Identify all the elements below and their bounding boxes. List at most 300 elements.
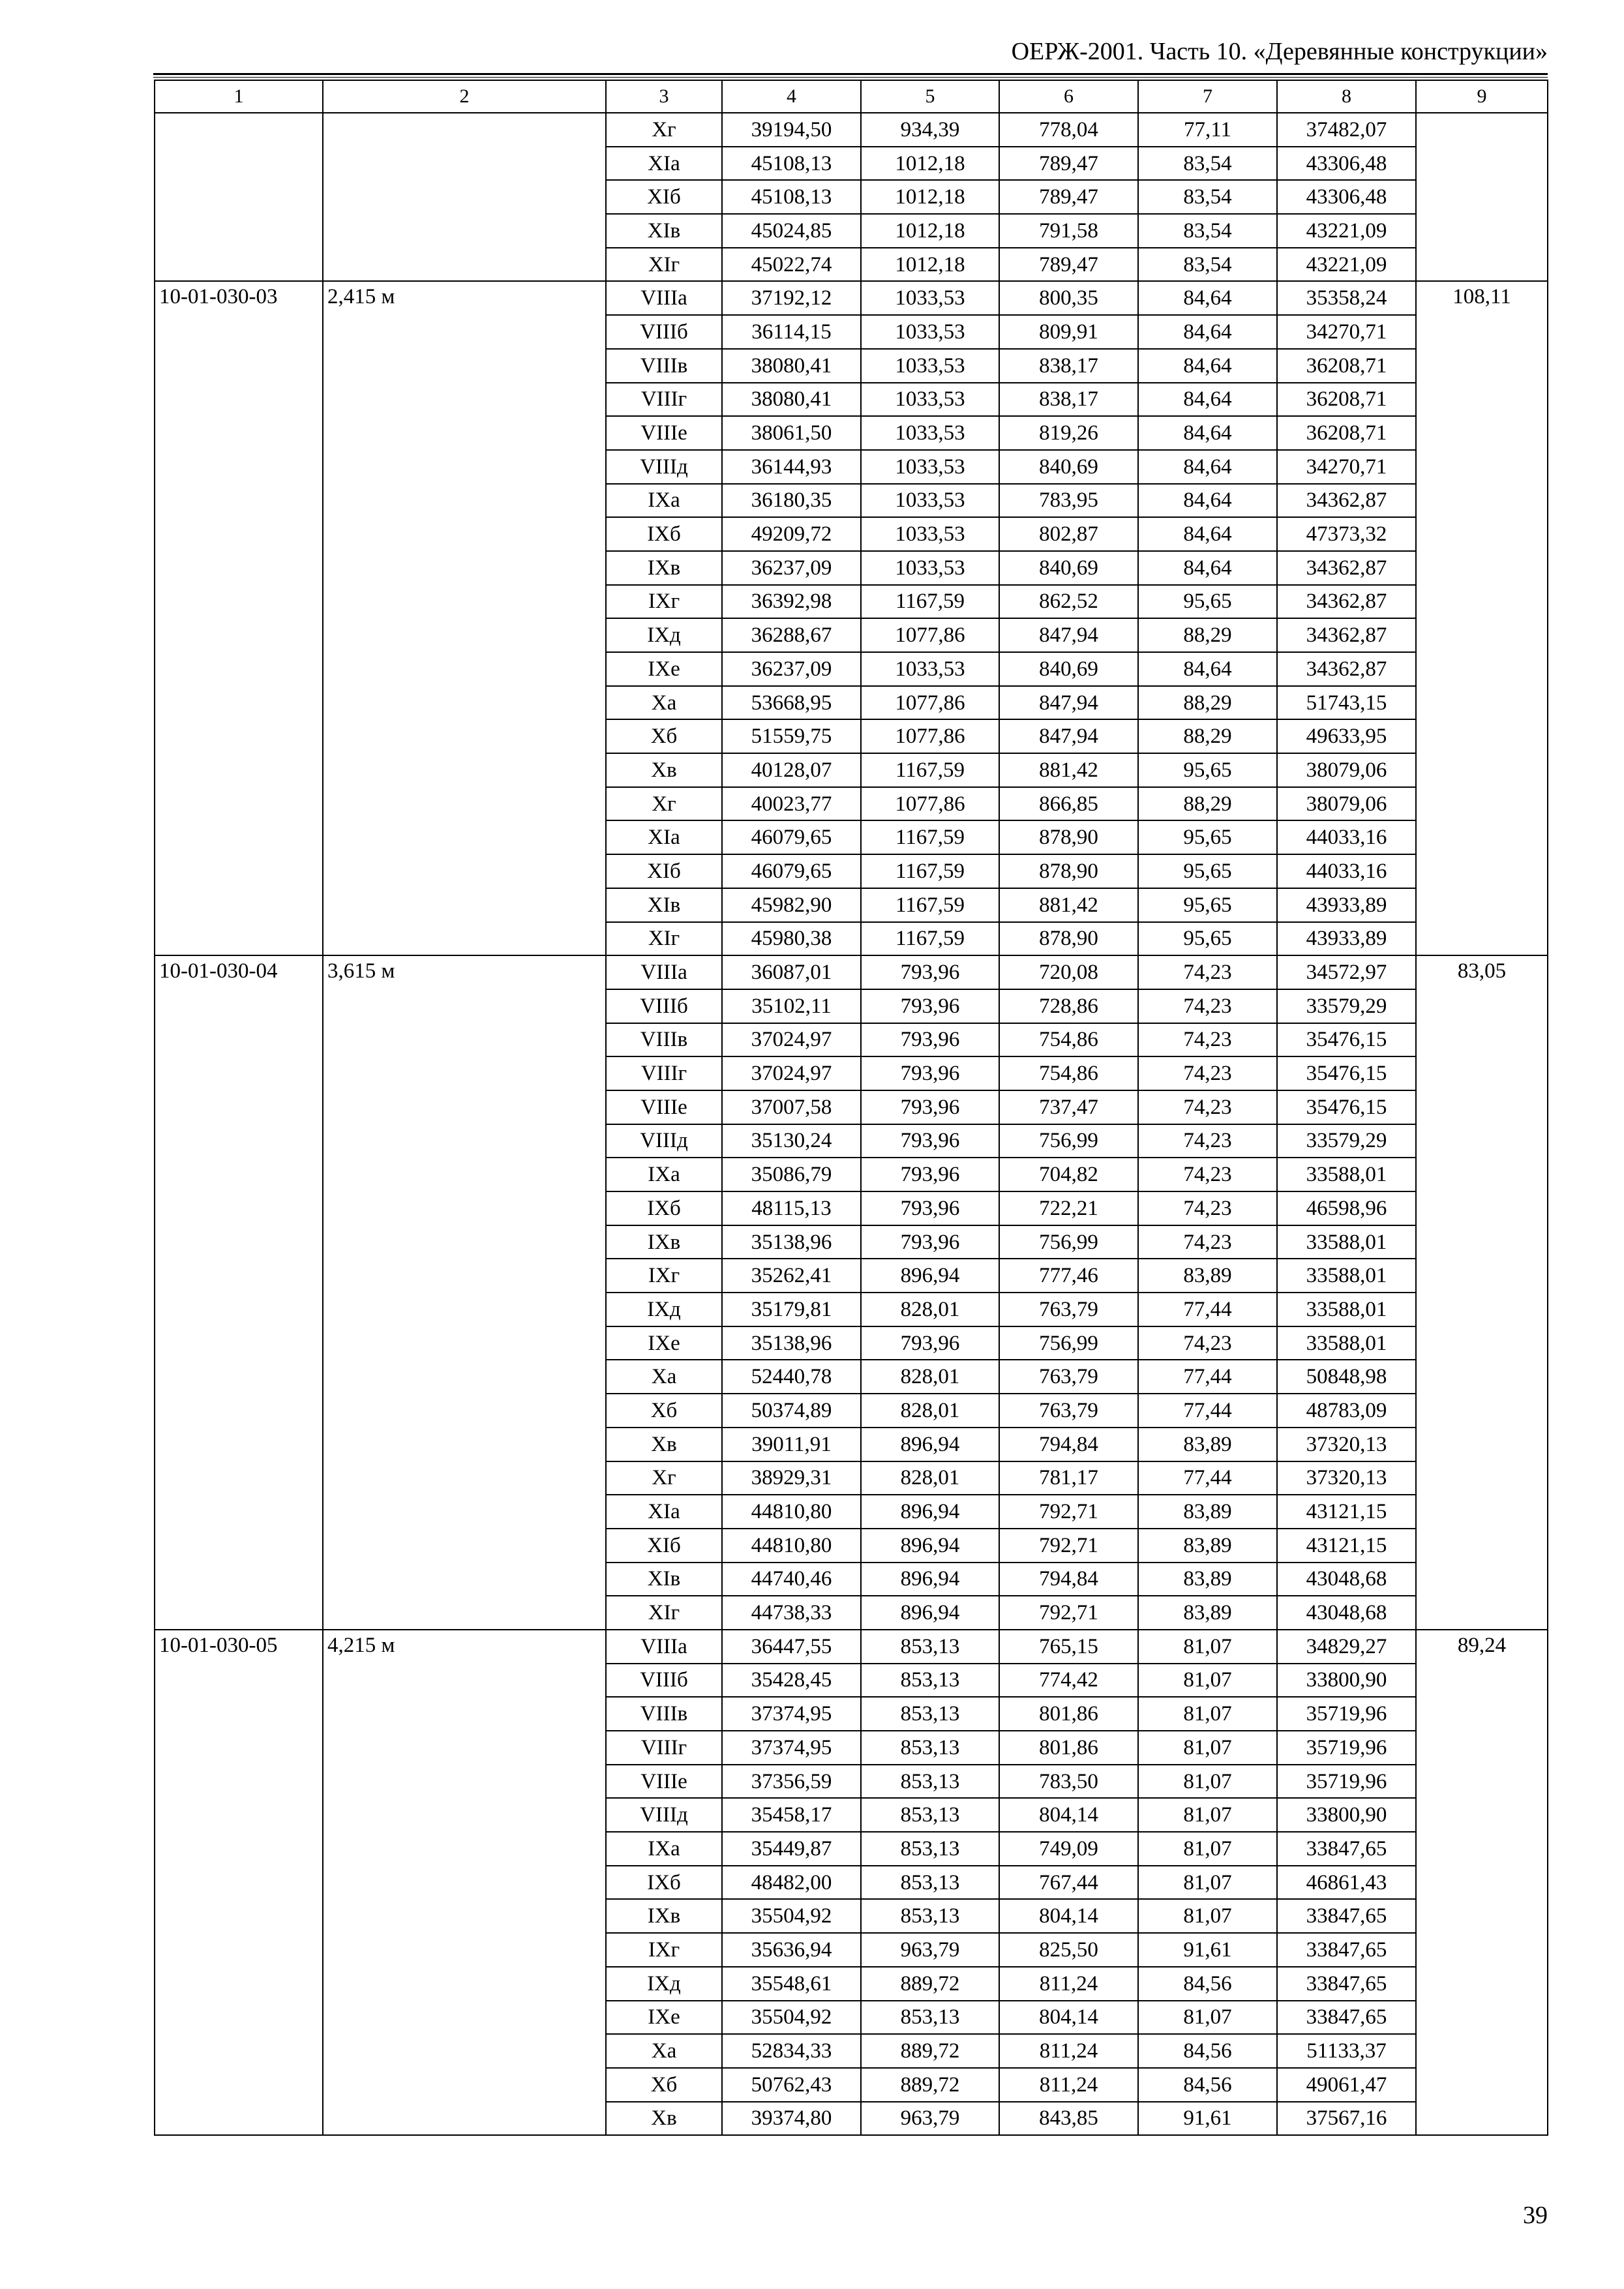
value-cell: 1033,53: [861, 383, 999, 417]
value-cell: 91,61: [1138, 2102, 1277, 2136]
value-cell: 83,89: [1138, 1596, 1277, 1630]
value-cell: 1077,86: [861, 686, 999, 720]
value-cell: 756,99: [999, 1225, 1138, 1259]
zone-cell: Xв: [606, 753, 722, 787]
value-cell: 84,64: [1138, 551, 1277, 585]
value-cell: 83,89: [1138, 1529, 1277, 1563]
value-cell: 793,96: [861, 1191, 999, 1225]
value-cell: 74,23: [1138, 1158, 1277, 1191]
value-cell: 39194,50: [722, 113, 861, 147]
value-cell: 74,23: [1138, 989, 1277, 1023]
col9-cell: [1416, 113, 1548, 281]
value-cell: 1077,86: [861, 719, 999, 753]
value-cell: 39011,91: [722, 1428, 861, 1461]
height-cell: [323, 113, 606, 281]
value-cell: 866,85: [999, 787, 1138, 821]
value-cell: 81,07: [1138, 1731, 1277, 1765]
value-cell: 793,96: [861, 1326, 999, 1360]
value-cell: 1167,59: [861, 854, 999, 888]
value-cell: 35719,96: [1277, 1697, 1416, 1731]
value-cell: 84,64: [1138, 416, 1277, 450]
value-cell: 853,13: [861, 1866, 999, 1900]
value-cell: 43121,15: [1277, 1495, 1416, 1529]
zone-cell: Xв: [606, 2102, 722, 2136]
value-cell: 722,21: [999, 1191, 1138, 1225]
value-cell: 45022,74: [722, 248, 861, 282]
value-cell: 754,86: [999, 1023, 1138, 1057]
table-row: [155, 1630, 1548, 1664]
value-cell: 51559,75: [722, 719, 861, 753]
zone-cell: VIIIа: [606, 955, 722, 989]
value-cell: 34362,87: [1277, 652, 1416, 686]
value-cell: 45108,13: [722, 147, 861, 181]
zone-cell: VIIIв: [606, 349, 722, 383]
zone-cell: XIв: [606, 888, 722, 922]
column-number: 7: [1138, 80, 1277, 113]
value-cell: 44810,80: [722, 1495, 861, 1529]
value-cell: 46861,43: [1277, 1866, 1416, 1900]
value-cell: 83,54: [1138, 248, 1277, 282]
zone-cell: Xг: [606, 1461, 722, 1495]
value-cell: 36087,01: [722, 955, 861, 989]
zone-cell: IXе: [606, 2001, 722, 2035]
value-cell: 35449,87: [722, 1832, 861, 1866]
value-cell: 1167,59: [861, 753, 999, 787]
value-cell: 83,89: [1138, 1259, 1277, 1293]
zone-cell: VIIIб: [606, 315, 722, 349]
norm-code-cell: 10-01-030-03: [155, 281, 323, 955]
value-cell: 49209,72: [722, 517, 861, 551]
value-cell: 33579,29: [1277, 989, 1416, 1023]
value-cell: 77,44: [1138, 1360, 1277, 1394]
zone-cell: VIIIа: [606, 1630, 722, 1664]
value-cell: 35138,96: [722, 1225, 861, 1259]
zone-cell: XIа: [606, 820, 722, 854]
value-cell: 84,56: [1138, 2068, 1277, 2102]
zone-cell: IXа: [606, 1832, 722, 1866]
zone-cell: XIб: [606, 180, 722, 214]
value-cell: 847,94: [999, 719, 1138, 753]
value-cell: 35086,79: [722, 1158, 861, 1191]
value-cell: 1033,53: [861, 551, 999, 585]
value-cell: 43048,68: [1277, 1563, 1416, 1596]
zone-cell: VIIIд: [606, 450, 722, 484]
value-cell: 49633,95: [1277, 719, 1416, 753]
value-cell: 862,52: [999, 585, 1138, 619]
value-cell: 878,90: [999, 820, 1138, 854]
value-cell: 35476,15: [1277, 1090, 1416, 1124]
value-cell: 792,71: [999, 1495, 1138, 1529]
value-cell: 896,94: [861, 1428, 999, 1461]
value-cell: 38061,50: [722, 416, 861, 450]
column-number: 3: [606, 80, 722, 113]
value-cell: 83,89: [1138, 1495, 1277, 1529]
value-cell: 37356,59: [722, 1765, 861, 1799]
value-cell: 81,07: [1138, 2001, 1277, 2035]
value-cell: 36392,98: [722, 585, 861, 619]
value-cell: 51133,37: [1277, 2034, 1416, 2068]
value-cell: 763,79: [999, 1394, 1138, 1428]
column-number: 1: [155, 80, 323, 113]
value-cell: 35719,96: [1277, 1731, 1416, 1765]
value-cell: 1033,53: [861, 416, 999, 450]
column-number: 9: [1416, 80, 1548, 113]
value-cell: 853,13: [861, 1798, 999, 1832]
value-cell: 1033,53: [861, 517, 999, 551]
zone-cell: XIг: [606, 922, 722, 956]
value-cell: 1012,18: [861, 214, 999, 248]
value-cell: 88,29: [1138, 787, 1277, 821]
value-cell: 84,56: [1138, 1967, 1277, 2001]
value-cell: 35179,81: [722, 1293, 861, 1326]
value-cell: 50374,89: [722, 1394, 861, 1428]
value-cell: 794,84: [999, 1563, 1138, 1596]
value-cell: 38079,06: [1277, 753, 1416, 787]
value-cell: 44033,16: [1277, 854, 1416, 888]
value-cell: 81,07: [1138, 1765, 1277, 1799]
value-cell: 1033,53: [861, 315, 999, 349]
value-cell: 828,01: [861, 1461, 999, 1495]
value-cell: 853,13: [861, 1697, 999, 1731]
value-cell: 84,64: [1138, 484, 1277, 518]
zone-cell: VIIIе: [606, 1090, 722, 1124]
column-number-row: [155, 80, 1548, 113]
value-cell: 74,23: [1138, 1191, 1277, 1225]
zone-cell: Xа: [606, 686, 722, 720]
value-cell: 95,65: [1138, 753, 1277, 787]
value-cell: 35504,92: [722, 1899, 861, 1933]
value-cell: 853,13: [861, 1664, 999, 1698]
value-cell: 84,64: [1138, 281, 1277, 315]
value-cell: 811,24: [999, 1967, 1138, 2001]
value-cell: 720,08: [999, 955, 1138, 989]
value-cell: 74,23: [1138, 1090, 1277, 1124]
zone-cell: IXг: [606, 1933, 722, 1967]
value-cell: 34270,71: [1277, 450, 1416, 484]
value-cell: 896,94: [861, 1529, 999, 1563]
value-cell: 35428,45: [722, 1664, 861, 1698]
value-cell: 35476,15: [1277, 1056, 1416, 1090]
value-cell: 35636,94: [722, 1933, 861, 1967]
value-cell: 802,87: [999, 517, 1138, 551]
zone-cell: Xа: [606, 1360, 722, 1394]
value-cell: 853,13: [861, 1731, 999, 1765]
value-cell: 81,07: [1138, 1899, 1277, 1933]
value-cell: 74,23: [1138, 1225, 1277, 1259]
value-cell: 77,44: [1138, 1461, 1277, 1495]
value-cell: 83,89: [1138, 1428, 1277, 1461]
value-cell: 840,69: [999, 450, 1138, 484]
zone-cell: VIIIв: [606, 1697, 722, 1731]
value-cell: 84,64: [1138, 652, 1277, 686]
value-cell: 896,94: [861, 1563, 999, 1596]
value-cell: 33579,29: [1277, 1124, 1416, 1158]
value-cell: 45024,85: [722, 214, 861, 248]
value-cell: 896,94: [861, 1495, 999, 1529]
value-cell: 83,54: [1138, 147, 1277, 181]
column-number: 6: [999, 80, 1138, 113]
value-cell: 84,64: [1138, 450, 1277, 484]
value-cell: 51743,15: [1277, 686, 1416, 720]
value-cell: 49061,47: [1277, 2068, 1416, 2102]
value-cell: 37320,13: [1277, 1461, 1416, 1495]
value-cell: 45982,90: [722, 888, 861, 922]
value-cell: 43048,68: [1277, 1596, 1416, 1630]
value-cell: 765,15: [999, 1630, 1138, 1664]
value-cell: 77,44: [1138, 1394, 1277, 1428]
value-cell: 38079,06: [1277, 787, 1416, 821]
zone-cell: VIIIг: [606, 1056, 722, 1090]
col9-cell: 83,05: [1416, 955, 1548, 1630]
value-cell: 838,17: [999, 383, 1138, 417]
value-cell: 34362,87: [1277, 618, 1416, 652]
value-cell: 35458,17: [722, 1798, 861, 1832]
zone-cell: IXб: [606, 1191, 722, 1225]
value-cell: 789,47: [999, 147, 1138, 181]
value-cell: 84,64: [1138, 383, 1277, 417]
value-cell: 783,95: [999, 484, 1138, 518]
col9-cell: 89,24: [1416, 1630, 1548, 2135]
value-cell: 43121,15: [1277, 1529, 1416, 1563]
value-cell: 37374,95: [722, 1731, 861, 1765]
table-body: [155, 80, 1548, 2135]
value-cell: 88,29: [1138, 686, 1277, 720]
value-cell: 896,94: [861, 1259, 999, 1293]
value-cell: 43306,48: [1277, 180, 1416, 214]
value-cell: 33588,01: [1277, 1158, 1416, 1191]
zone-cell: VIIIе: [606, 1765, 722, 1799]
value-cell: 84,64: [1138, 517, 1277, 551]
value-cell: 52834,33: [722, 2034, 861, 2068]
zone-cell: IXд: [606, 1967, 722, 2001]
value-cell: 34270,71: [1277, 315, 1416, 349]
value-cell: 77,44: [1138, 1293, 1277, 1326]
value-cell: 704,82: [999, 1158, 1138, 1191]
value-cell: 33847,65: [1277, 1899, 1416, 1933]
value-cell: 48115,13: [722, 1191, 861, 1225]
zone-cell: XIб: [606, 1529, 722, 1563]
value-cell: 763,79: [999, 1360, 1138, 1394]
value-cell: 95,65: [1138, 888, 1277, 922]
height-cell: 3,615 м: [323, 955, 606, 1630]
header-rule: [153, 73, 1548, 75]
value-cell: 37482,07: [1277, 113, 1416, 147]
zone-cell: IXд: [606, 1293, 722, 1326]
column-number: 2: [323, 80, 606, 113]
value-cell: 804,14: [999, 2001, 1138, 2035]
value-cell: 74,23: [1138, 1023, 1277, 1057]
value-cell: 1033,53: [861, 349, 999, 383]
zone-cell: Xг: [606, 113, 722, 147]
value-cell: 36237,09: [722, 652, 861, 686]
zone-cell: XIг: [606, 248, 722, 282]
zone-cell: IXд: [606, 618, 722, 652]
value-cell: 1012,18: [861, 248, 999, 282]
zone-cell: IXа: [606, 484, 722, 518]
value-cell: 793,96: [861, 1023, 999, 1057]
zone-cell: IXб: [606, 517, 722, 551]
value-cell: 853,13: [861, 1630, 999, 1664]
value-cell: 74,23: [1138, 1326, 1277, 1360]
value-cell: 81,07: [1138, 1630, 1277, 1664]
value-cell: 1033,53: [861, 281, 999, 315]
value-cell: 36208,71: [1277, 383, 1416, 417]
value-cell: 43221,09: [1277, 248, 1416, 282]
zone-cell: VIIIе: [606, 416, 722, 450]
value-cell: 878,90: [999, 854, 1138, 888]
value-cell: 95,65: [1138, 854, 1277, 888]
value-cell: 35548,61: [722, 1967, 861, 2001]
value-cell: 749,09: [999, 1832, 1138, 1866]
height-cell: 4,215 м: [323, 1630, 606, 2135]
value-cell: 84,64: [1138, 315, 1277, 349]
value-cell: 35138,96: [722, 1326, 861, 1360]
value-cell: 50762,43: [722, 2068, 861, 2102]
value-cell: 36447,55: [722, 1630, 861, 1664]
value-cell: 840,69: [999, 551, 1138, 585]
zone-cell: Xб: [606, 1394, 722, 1428]
value-cell: 767,44: [999, 1866, 1138, 1900]
zone-cell: XIа: [606, 147, 722, 181]
value-cell: 811,24: [999, 2068, 1138, 2102]
value-cell: 83,54: [1138, 180, 1277, 214]
value-cell: 95,65: [1138, 820, 1277, 854]
value-cell: 81,07: [1138, 1697, 1277, 1731]
height-cell: 2,415 м: [323, 281, 606, 955]
value-cell: 792,71: [999, 1596, 1138, 1630]
value-cell: 847,94: [999, 618, 1138, 652]
zone-cell: VIIIб: [606, 1664, 722, 1698]
value-cell: 793,96: [861, 1056, 999, 1090]
norm-code-cell: 10-01-030-05: [155, 1630, 323, 2135]
value-cell: 777,46: [999, 1259, 1138, 1293]
column-number: 5: [861, 80, 999, 113]
zone-cell: XIв: [606, 1563, 722, 1596]
value-cell: 38929,31: [722, 1461, 861, 1495]
value-cell: 77,11: [1138, 113, 1277, 147]
value-cell: 889,72: [861, 2034, 999, 2068]
value-cell: 33847,65: [1277, 1967, 1416, 2001]
zone-cell: Xг: [606, 787, 722, 821]
value-cell: 33800,90: [1277, 1664, 1416, 1698]
zone-cell: VIIIв: [606, 1023, 722, 1057]
value-cell: 756,99: [999, 1326, 1138, 1360]
value-cell: 83,54: [1138, 214, 1277, 248]
value-cell: 793,96: [861, 1090, 999, 1124]
value-cell: 828,01: [861, 1293, 999, 1326]
value-cell: 84,64: [1138, 349, 1277, 383]
value-cell: 36144,93: [722, 450, 861, 484]
zone-cell: IXг: [606, 1259, 722, 1293]
value-cell: 792,71: [999, 1529, 1138, 1563]
zone-cell: VIIIб: [606, 989, 722, 1023]
value-cell: 33800,90: [1277, 1798, 1416, 1832]
value-cell: 778,04: [999, 113, 1138, 147]
value-cell: 896,94: [861, 1596, 999, 1630]
value-cell: 36208,71: [1277, 349, 1416, 383]
value-cell: 754,86: [999, 1056, 1138, 1090]
value-cell: 889,72: [861, 2068, 999, 2102]
value-cell: 38080,41: [722, 349, 861, 383]
zone-cell: IXб: [606, 1866, 722, 1900]
zone-cell: Xб: [606, 719, 722, 753]
norm-code-cell: 10-01-030-04: [155, 955, 323, 1630]
value-cell: 804,14: [999, 1899, 1138, 1933]
zone-cell: IXв: [606, 1899, 722, 1933]
value-cell: 44033,16: [1277, 820, 1416, 854]
value-cell: 800,35: [999, 281, 1138, 315]
value-cell: 789,47: [999, 180, 1138, 214]
page-number: 39: [1523, 2202, 1548, 2229]
table-row: [155, 113, 1548, 147]
value-cell: 81,07: [1138, 1866, 1277, 1900]
value-cell: 37192,12: [722, 281, 861, 315]
value-cell: 44810,80: [722, 1529, 861, 1563]
value-cell: 801,86: [999, 1731, 1138, 1765]
value-cell: 791,58: [999, 214, 1138, 248]
value-cell: 33847,65: [1277, 1933, 1416, 1967]
value-cell: 1167,59: [861, 585, 999, 619]
zone-cell: Xв: [606, 1428, 722, 1461]
value-cell: 737,47: [999, 1090, 1138, 1124]
zone-cell: IXв: [606, 551, 722, 585]
value-cell: 789,47: [999, 248, 1138, 282]
value-cell: 801,86: [999, 1697, 1138, 1731]
col9-cell: 108,11: [1416, 281, 1548, 955]
value-cell: 34362,87: [1277, 551, 1416, 585]
value-cell: 889,72: [861, 1967, 999, 2001]
value-cell: 44738,33: [722, 1596, 861, 1630]
value-cell: 881,42: [999, 888, 1138, 922]
zone-cell: Xа: [606, 2034, 722, 2068]
value-cell: 781,17: [999, 1461, 1138, 1495]
value-cell: 45980,38: [722, 922, 861, 956]
value-cell: 793,96: [861, 1225, 999, 1259]
value-cell: 40128,07: [722, 753, 861, 787]
value-cell: 46079,65: [722, 854, 861, 888]
value-cell: 34362,87: [1277, 484, 1416, 518]
value-cell: 793,96: [861, 1158, 999, 1191]
value-cell: 756,99: [999, 1124, 1138, 1158]
zone-cell: VIIIд: [606, 1798, 722, 1832]
value-cell: 825,50: [999, 1933, 1138, 1967]
value-cell: 43933,89: [1277, 888, 1416, 922]
value-cell: 52440,78: [722, 1360, 861, 1394]
value-cell: 33588,01: [1277, 1293, 1416, 1326]
column-number: 8: [1277, 80, 1416, 113]
value-cell: 37024,97: [722, 1056, 861, 1090]
value-cell: 34572,97: [1277, 955, 1416, 989]
value-cell: 46598,96: [1277, 1191, 1416, 1225]
zone-cell: IXе: [606, 652, 722, 686]
value-cell: 40023,77: [722, 787, 861, 821]
norm-code-cell: [155, 113, 323, 281]
value-cell: 843,85: [999, 2102, 1138, 2136]
zone-cell: XIа: [606, 1495, 722, 1529]
value-cell: 48482,00: [722, 1866, 861, 1900]
value-cell: 804,14: [999, 1798, 1138, 1832]
zone-cell: VIIIг: [606, 1731, 722, 1765]
value-cell: 33847,65: [1277, 1832, 1416, 1866]
value-cell: 74,23: [1138, 1056, 1277, 1090]
value-cell: 774,42: [999, 1664, 1138, 1698]
value-cell: 1167,59: [861, 888, 999, 922]
value-cell: 74,23: [1138, 1124, 1277, 1158]
value-cell: 853,13: [861, 1899, 999, 1933]
zone-cell: IXг: [606, 585, 722, 619]
value-cell: 36208,71: [1277, 416, 1416, 450]
value-cell: 793,96: [861, 955, 999, 989]
